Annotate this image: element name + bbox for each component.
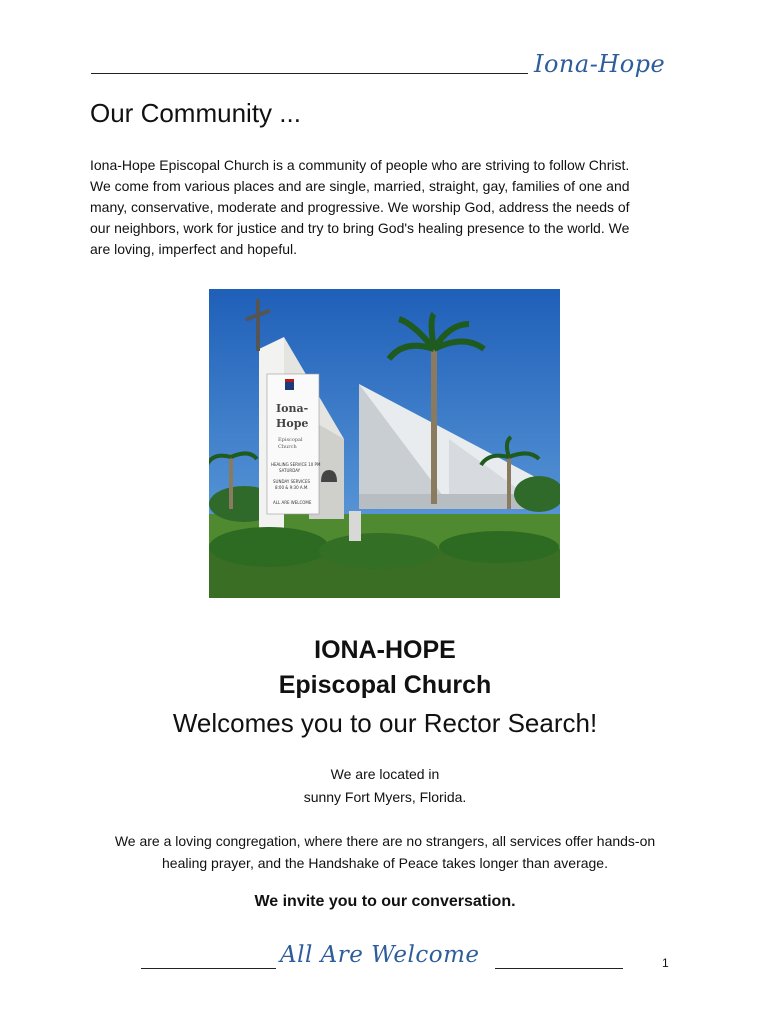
footer-logo: All Are Welcome [280,942,480,968]
congregation-line: healing prayer, and the Handshake of Peace takes longer than average. [162,855,608,871]
intro-paragraph [90,155,690,260]
intro-line: our neighbors, work for justice and try to bring God's healing presence to the world. We [90,220,630,236]
sign-text: Hope [276,417,309,430]
sign-text: SATURDAY [279,468,301,473]
header-logo: Iona-Hope [534,50,666,78]
page-heading: Our Community ... [90,98,301,128]
invite-text: We invite you to our conversation. [254,893,516,910]
sign-text: ALL ARE WELCOME [273,500,312,505]
church-subtitle: Episcopal Church [278,671,492,699]
sign-text: Iona- [276,402,309,415]
sign-text: Episcopal [278,437,303,443]
location-line: sunny Fort Myers, Florida. [303,789,467,805]
welcome-heading: Welcomes you to our Rector Search! [172,708,598,738]
intro-line: Iona-Hope Episcopal Church is a community of people who are striving to follow Christ. [90,157,630,173]
sign-text: Church [278,444,297,450]
footer-rule [495,968,623,969]
sign-text: 8:00 & 9:30 A.M. [275,485,309,490]
sign-text: SUNDAY SERVICES [273,479,311,484]
intro-line: are loving, imperfect and hopeful. [90,241,298,257]
location-line: We are located in [330,766,440,782]
congregation-line: We are a loving congregation, where there are no strangers, all services offer hands-on [114,833,656,849]
header-rule [91,73,528,74]
sign-text: HEALING SERVICE 10 PM [271,462,321,467]
congregation-paragraph [90,830,680,874]
footer-rule [141,968,276,969]
intro-line: We come from various places and are single, married, straight, gay, families of one and [90,178,630,194]
page-number: 1 [662,956,669,970]
intro-line: many, conservative, moderate and progressive. We worship God, address the needs of [90,199,630,215]
church-name-title: IONA-HOPE [314,636,456,664]
church-photo [209,289,560,598]
